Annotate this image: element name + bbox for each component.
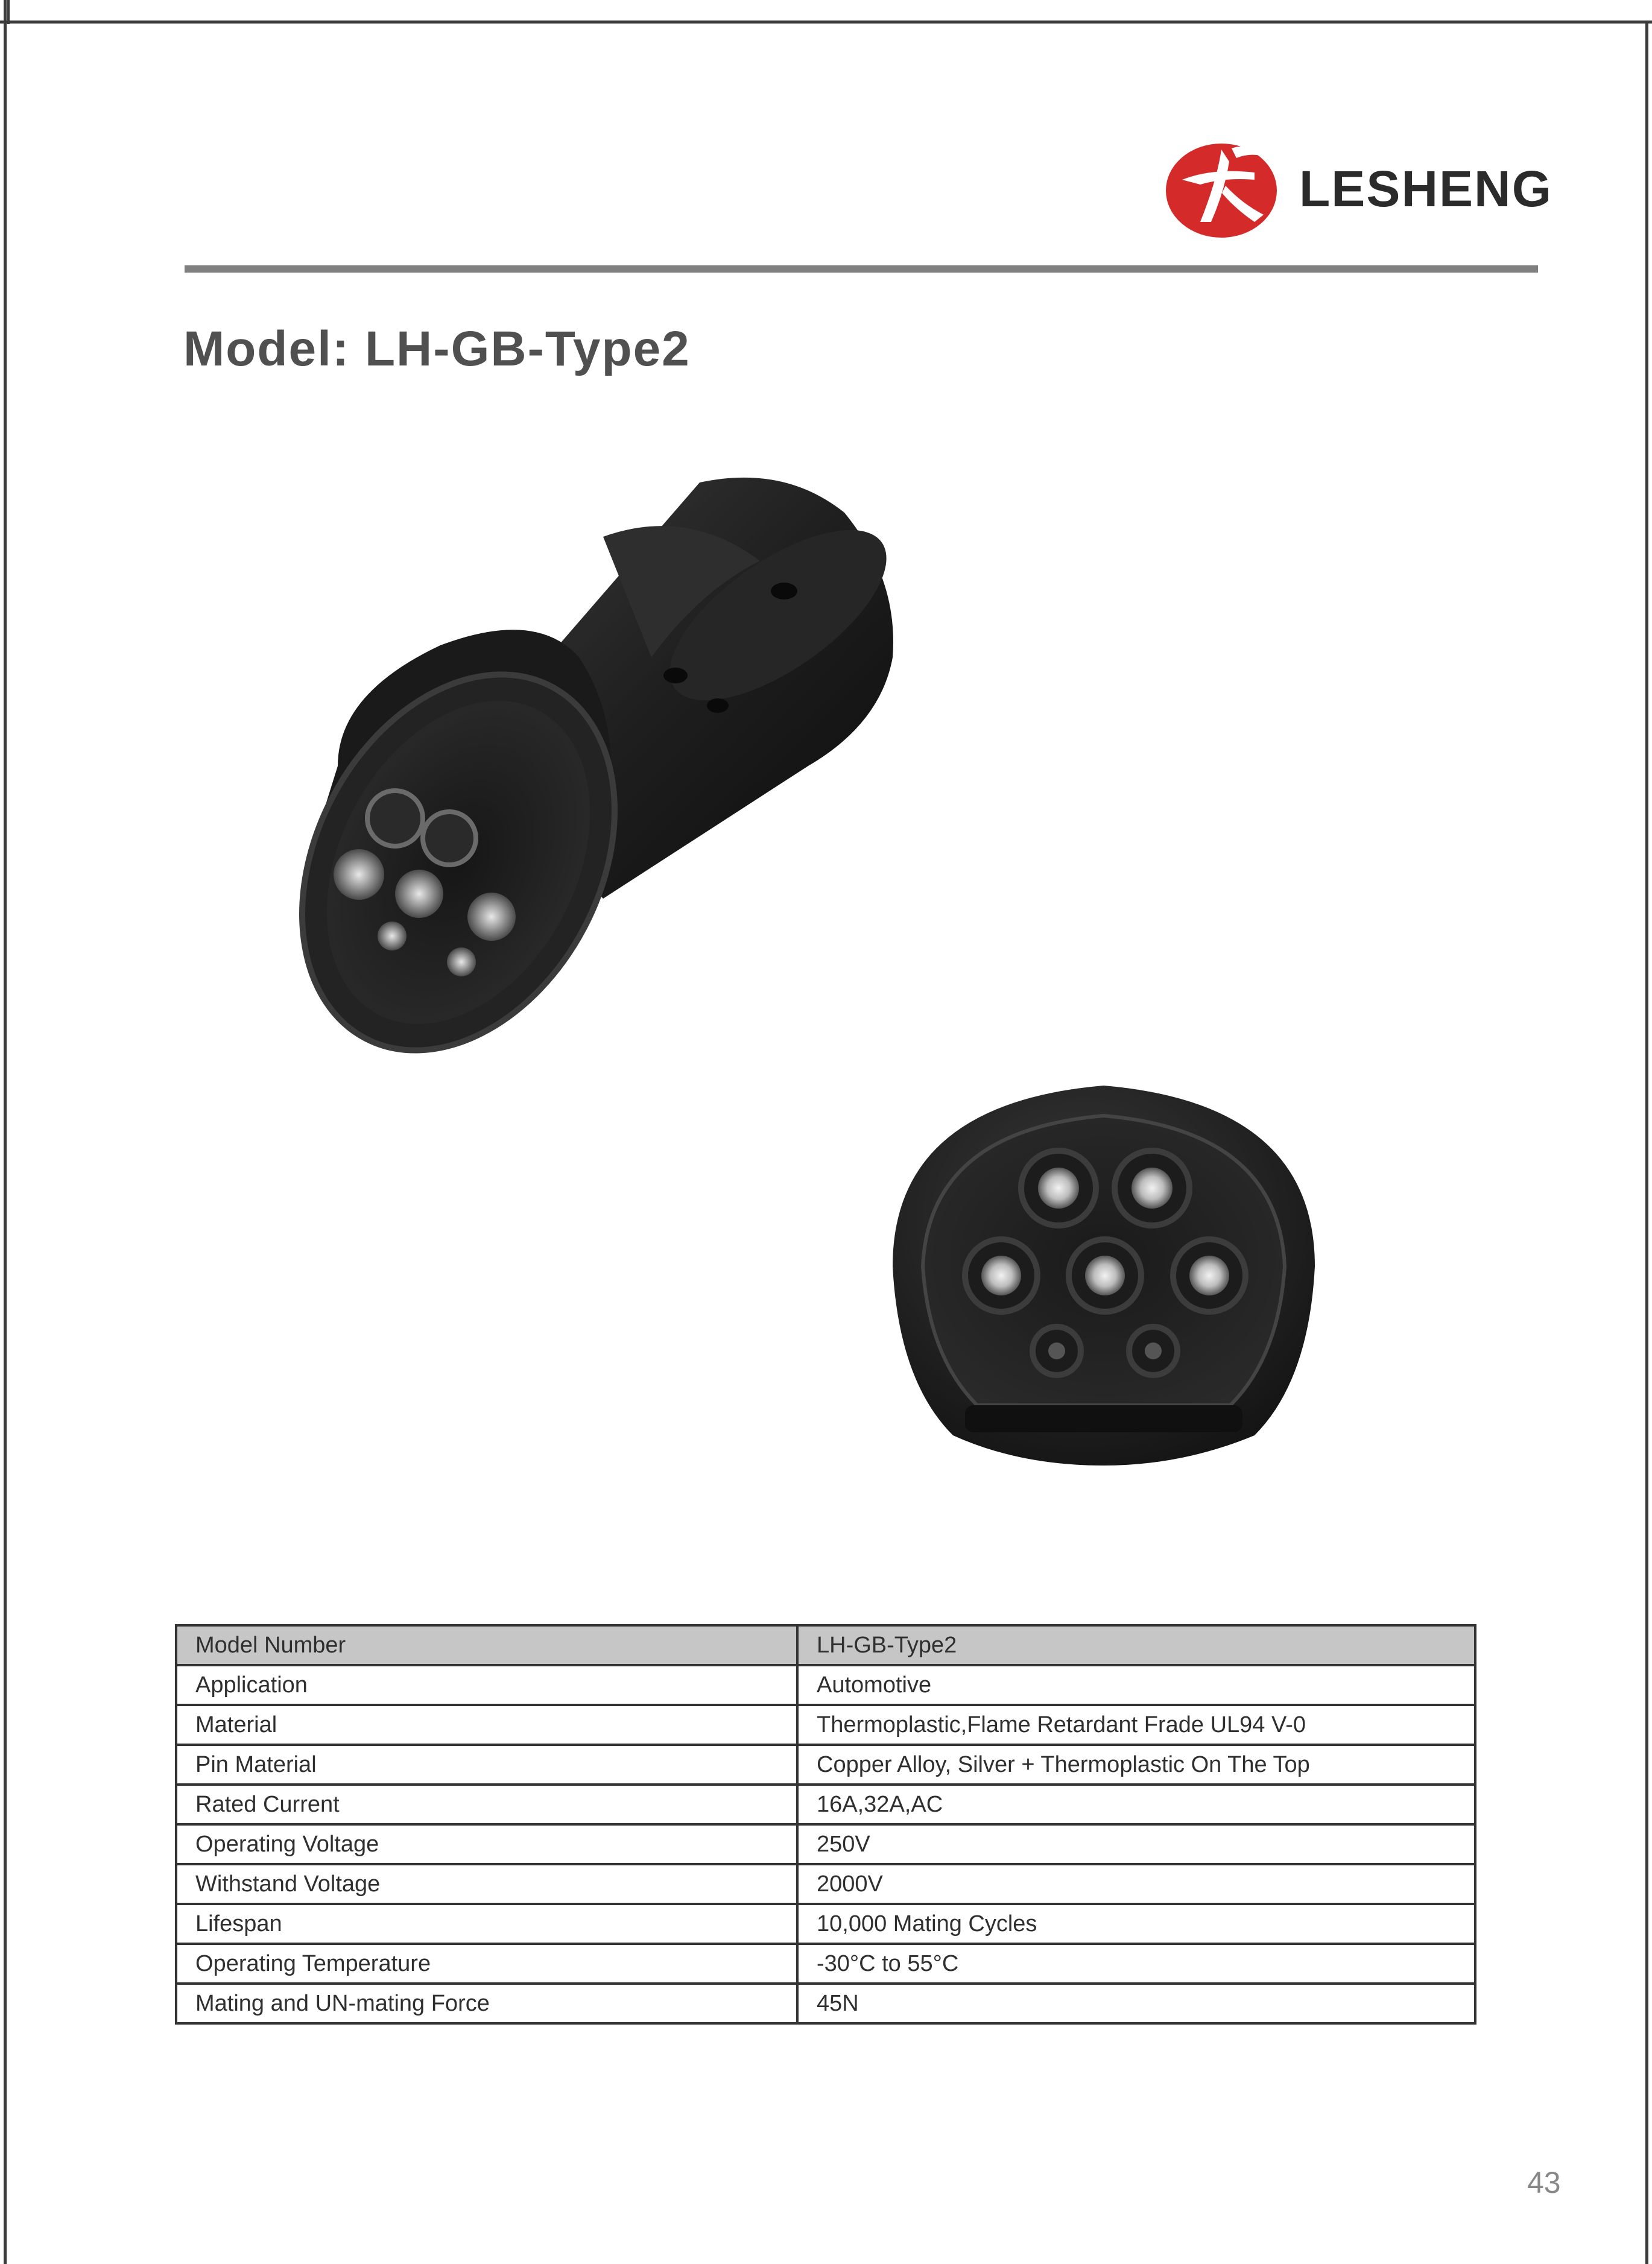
spec-label: Withstand Voltage bbox=[176, 1864, 797, 1904]
spec-value: 250V bbox=[797, 1824, 1475, 1864]
spec-label: Lifespan bbox=[176, 1904, 797, 1944]
table-row bbox=[176, 1665, 1475, 1705]
table-row bbox=[176, 1904, 1475, 1944]
spec-label: Material bbox=[176, 1705, 797, 1745]
brand-logo bbox=[1164, 138, 1552, 240]
table-row bbox=[176, 1705, 1475, 1745]
spec-value: -30°C to 55°C bbox=[797, 1944, 1475, 1984]
table-row bbox=[176, 1824, 1475, 1864]
table-row bbox=[176, 1984, 1475, 2023]
spec-value: 2000V bbox=[797, 1864, 1475, 1904]
connector-front-view-photo bbox=[881, 1067, 1327, 1484]
lesheng-red-logo-icon bbox=[1164, 138, 1279, 240]
spec-label: Mating and UN-mating Force bbox=[176, 1984, 797, 2023]
table-row bbox=[176, 1745, 1475, 1785]
spec-label: Operating Voltage bbox=[176, 1824, 797, 1864]
page-title: Model: LH-GB-Type2 bbox=[183, 321, 691, 376]
brand-name: LESHENG bbox=[1299, 160, 1553, 217]
page-border-left bbox=[4, 0, 7, 2264]
spec-value: 16A,32A,AC bbox=[797, 1785, 1475, 1824]
table-row bbox=[176, 1864, 1475, 1904]
spec-label: Rated Current bbox=[176, 1785, 797, 1824]
table-row bbox=[176, 1944, 1475, 1984]
page-number: 43 bbox=[1527, 2166, 1561, 2199]
spec-label: Application bbox=[176, 1665, 797, 1705]
page-border-top bbox=[0, 21, 1652, 24]
spec-label: Model Number bbox=[176, 1625, 797, 1665]
connector-side-view-photo bbox=[265, 440, 947, 1061]
spec-value: LH-GB-Type2 bbox=[797, 1625, 1475, 1665]
spec-value: Copper Alloy, Silver + Thermoplastic On The Top bbox=[797, 1745, 1475, 1785]
header-divider bbox=[185, 265, 1538, 273]
spec-value: Thermoplastic,Flame Retardant Frade UL94 V-0 bbox=[797, 1705, 1475, 1745]
spec-value: 10,000 Mating Cycles bbox=[797, 1904, 1475, 1944]
table-row bbox=[176, 1785, 1475, 1824]
spec-value: Automotive bbox=[797, 1665, 1475, 1705]
spec-label: Operating Temperature bbox=[176, 1944, 797, 1984]
page-border-right bbox=[1645, 21, 1648, 2264]
table-row bbox=[176, 1625, 1475, 1665]
spec-value: 45N bbox=[797, 1984, 1475, 2023]
spec-label: Pin Material bbox=[176, 1745, 797, 1785]
specifications-table bbox=[175, 1624, 1476, 2025]
